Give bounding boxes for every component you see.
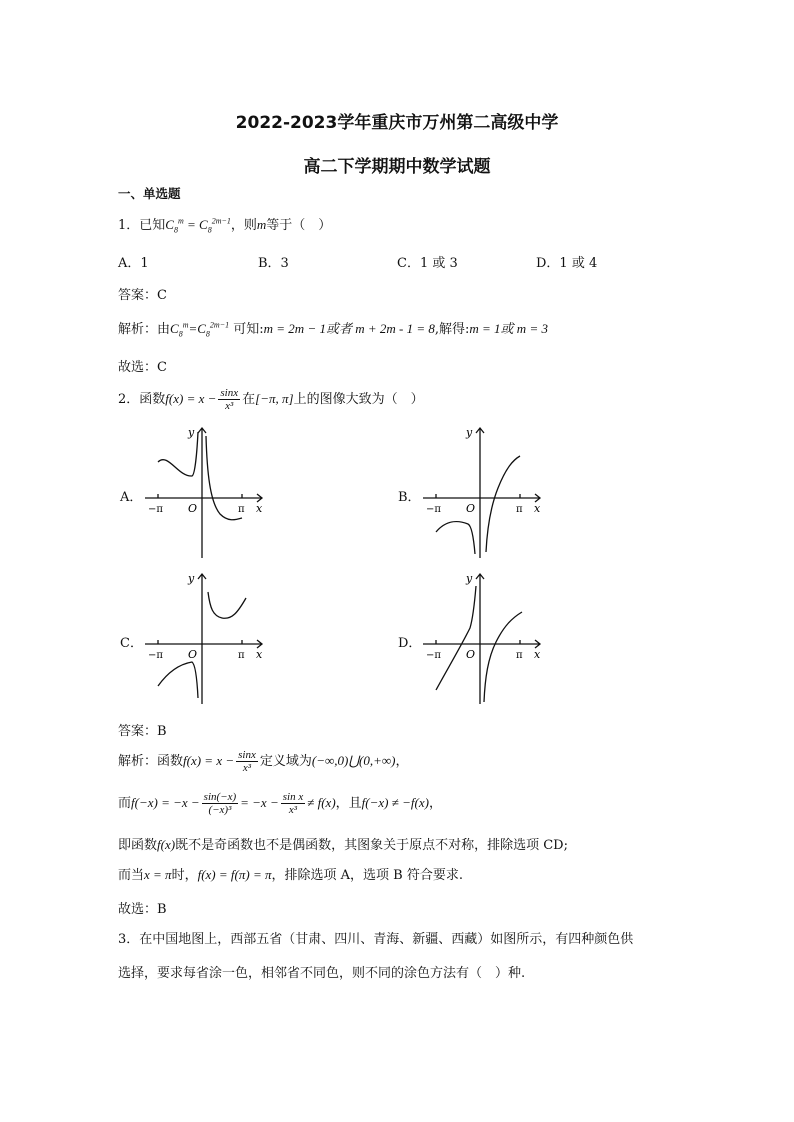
q3-stem-line2: 选择，要求每省涂一色，相邻省不同色，则不同的涂色方法有（ ）种.	[118, 966, 526, 981]
axis-y-label: y	[188, 426, 195, 439]
q2-analysis-line4: 而当x = π时，f(x) = f(π) = π，排除选项 A，选项 B 符合要求.	[118, 867, 463, 883]
curve-right	[206, 436, 242, 520]
origin-label: O	[188, 502, 198, 515]
tick-label-neg-pi: −π	[426, 504, 441, 515]
axis-x-label: x	[534, 648, 541, 661]
origin-label: O	[188, 648, 198, 661]
axis-x-label: x	[534, 502, 541, 515]
curve-right	[486, 456, 520, 552]
tick-label-neg-pi: −π	[426, 650, 441, 661]
tick-label-pi: π	[516, 650, 523, 661]
section-heading: 一、单选题	[118, 186, 181, 201]
q2-answer: 答案：B	[118, 724, 167, 739]
q2-analysis-line3: 即函数f(x)既不是奇函数也不是偶函数，其图象关于原点不对称，排除选项 CD;	[118, 837, 568, 853]
page-subtitle: 高二下学期期中数学试题	[303, 157, 491, 177]
q2-stem: 2．函数f(x) = x − $\frac{\sin x}{\text{x³}}$ 在[−π, π]上的图像大致为（ ）	[118, 387, 424, 412]
q2-option-c-label: C．	[120, 636, 143, 651]
q2-analysis-line1: 解析：函数f(x) = x − $\frac{\sin x}{\text{x³}}$ 定义域为(−∞,0)⋃(0,+∞)，	[118, 749, 409, 774]
q1-stem: 1．已知$C_8^m = C_8^{2m-1}$，则m等于（ ）	[118, 216, 332, 235]
curve-left	[436, 586, 476, 690]
q3-stem-line1: 3．在中国地图上，西部五省（甘肃、四川、青海、新疆、西藏）如图所示，有四种颜色供	[118, 932, 634, 947]
curve-left	[436, 522, 475, 554]
tick-label-pi: π	[238, 650, 245, 661]
axis-y-label: y	[466, 572, 473, 585]
axis-y-label: y	[466, 426, 473, 439]
graph-b	[418, 422, 548, 562]
page-title: 2022-2023学年重庆市万州第二高级中学	[235, 113, 559, 133]
axis-x-label: x	[256, 648, 263, 661]
origin-label: O	[466, 648, 476, 661]
curve-right	[208, 592, 246, 618]
q2-analysis-line2: 而f(−x) = −x − $\frac{\sin(-x)}{\text{(−x)³}}$ = −x − $\frac{\text{sin x}}{\text{x³}}$ ≠ f(x)，且f(−x) ≠ −f(x)，	[118, 791, 442, 816]
q1-result: 故选：C	[118, 360, 167, 375]
tick-label-pi: π	[516, 504, 523, 515]
axis-x-label: x	[256, 502, 263, 515]
q1-option-c: C．1 或 3	[397, 256, 458, 271]
q1-option-b: B．3	[258, 256, 289, 271]
curve-left	[158, 662, 198, 698]
q2-result: 故选：B	[118, 902, 167, 917]
graph-c	[140, 568, 270, 708]
tick-label-pi: π	[238, 504, 245, 515]
graph-d	[418, 568, 548, 708]
q1-analysis: 解析：由$C_8^m=C_8^{2m-1}$ 可知:m = 2m − 1或者 m + 2m - 1 = 8,解得:m = 1或 m = 3	[118, 320, 548, 339]
q2-option-a-label: A．	[120, 490, 143, 505]
origin-label: O	[466, 502, 476, 515]
q1-option-d: D．1 或 4	[536, 256, 598, 271]
q2-option-b-label: B．	[398, 490, 421, 505]
q1-option-a: A．1	[118, 256, 149, 271]
graph-a	[140, 422, 270, 562]
q2-option-d-label: D．	[398, 636, 422, 651]
q1-answer: 答案：C	[118, 288, 167, 303]
tick-label-neg-pi: −π	[148, 650, 163, 661]
axis-y-label: y	[188, 572, 195, 585]
tick-label-neg-pi: −π	[148, 504, 163, 515]
